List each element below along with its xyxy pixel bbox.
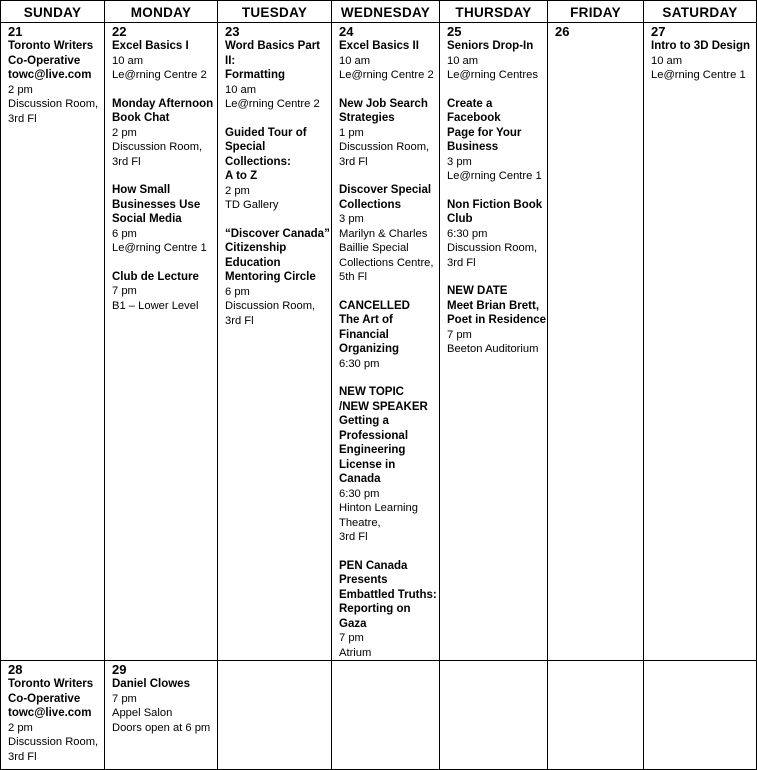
day-cell	[105, 661, 218, 770]
event-title: Monday Afternoon Book Chat	[112, 97, 214, 124]
day-cell	[440, 23, 548, 661]
header-saturday: SATURDAY	[644, 1, 757, 23]
event-detail: Discussion Room, 3rd Fl	[225, 300, 316, 327]
day-cell	[644, 661, 757, 770]
calendar-event	[447, 39, 547, 83]
calendar-event	[447, 284, 547, 357]
day-number: 23	[225, 24, 240, 39]
day-cell	[1, 23, 105, 661]
calendar-event	[339, 97, 439, 170]
header-wednesday: WEDNESDAY	[332, 1, 440, 23]
calendar-event	[447, 198, 547, 271]
event-time: 6 pm	[112, 227, 137, 240]
day-number: 28	[8, 662, 23, 677]
event-detail: Discussion Room, 3rd Fl	[339, 141, 430, 168]
calendar-event	[339, 183, 439, 285]
event-title: PEN Canada Presents Embattled Truths: Reporting on Gaza	[339, 559, 437, 630]
calendar-event	[112, 97, 217, 170]
header-sunday: SUNDAY	[1, 1, 105, 23]
event-detail: TD Gallery	[225, 199, 279, 211]
event-detail: Le@rning Centre 2	[339, 69, 434, 81]
header-tuesday: TUESDAY	[218, 1, 332, 23]
event-detail: Discussion Room, 3rd Fl	[8, 98, 99, 125]
event-time: 6 pm	[225, 285, 250, 298]
event-time: 7 pm	[112, 692, 137, 705]
event-detail: Atrium	[339, 646, 372, 659]
day-number: 25	[447, 24, 462, 39]
event-time: 3 pm	[447, 155, 472, 168]
event-time: 7 pm	[339, 632, 364, 644]
calendar-event	[112, 270, 217, 314]
event-time: 6:30 pm	[447, 227, 488, 240]
event-title: Intro to 3D Design	[651, 40, 751, 52]
event-time: 3 pm	[339, 213, 364, 225]
event-time: 6:30 pm	[339, 357, 380, 370]
day-number: 26	[555, 24, 570, 39]
event-title: Daniel Clowes	[112, 678, 190, 690]
calendar-event	[447, 97, 547, 184]
event-detail: Le@rning Centre 2	[112, 69, 207, 81]
day-number: 22	[112, 24, 127, 39]
event-detail: Appel Salon	[112, 707, 173, 719]
event-time: 7 pm	[112, 285, 137, 297]
day-number: 24	[339, 24, 354, 39]
day-cell	[548, 661, 644, 770]
event-title: Word Basics Part II: Formatting	[225, 40, 321, 81]
event-title: “Discover Canada” Citizenship Education Mentoring Circle	[225, 227, 330, 283]
day-cell	[548, 23, 644, 661]
event-time: 2 pm	[8, 83, 33, 96]
day-number: 21	[8, 24, 23, 39]
event-detail: Hinton Learning Theatre, 3rd Fl	[339, 502, 418, 543]
week-row	[1, 661, 757, 770]
event-time: 2 pm	[8, 721, 33, 734]
calendar-event	[225, 126, 331, 213]
calendar-event	[339, 385, 439, 545]
calendar-event	[112, 677, 217, 735]
day-cell	[218, 23, 332, 661]
event-title: NEW TOPIC /NEW SPEAKER Getting a Professional Engineering License in Canada	[339, 386, 428, 485]
event-detail: Le@rning Centre 2	[225, 98, 320, 110]
day-number: 27	[651, 24, 666, 39]
day-cell	[440, 661, 548, 770]
event-detail: Marilyn & Charles Baillie Special Collections Centre, 5th Fl	[339, 227, 434, 283]
event-title: Excel Basics I	[112, 40, 189, 52]
event-title: Guided Tour of Special Collections: A to Z	[225, 126, 307, 182]
calendar-event	[339, 39, 439, 83]
day-cell	[332, 661, 440, 770]
event-time: 10 am	[225, 83, 257, 96]
event-title: Discover Special Collections	[339, 184, 432, 211]
header-thursday: THURSDAY	[440, 1, 548, 23]
event-time: 7 pm	[447, 328, 472, 341]
event-time: 2 pm	[112, 126, 137, 139]
event-detail: Doors open at 6 pm	[112, 721, 211, 734]
calendar-event	[225, 39, 331, 112]
event-detail: Le@rning Centre 1	[112, 242, 207, 254]
event-title: NEW DATE Meet Brian Brett, Poet in Residence	[447, 285, 547, 326]
event-title: Seniors Drop-In	[447, 40, 534, 52]
event-title: Toronto Writers Co-Operative towc@live.com	[8, 40, 94, 81]
event-title: Excel Basics II	[339, 40, 419, 52]
day-cell	[644, 23, 757, 661]
event-time: 1 pm	[339, 126, 364, 139]
calendar-event	[112, 183, 217, 256]
event-title: Club de Lecture	[112, 270, 199, 283]
day-number: 29	[112, 662, 127, 677]
event-detail: Beeton Auditorium	[447, 343, 539, 355]
week-row	[1, 23, 757, 661]
event-time: 6:30 pm	[339, 487, 380, 500]
header-friday: FRIDAY	[548, 1, 644, 23]
calendar-event	[8, 39, 104, 126]
event-detail: Discussion Room, 3rd Fl	[112, 141, 203, 168]
day-cell	[332, 23, 440, 661]
event-title: Create a Facebook Page for Your Business	[447, 97, 522, 153]
event-detail: Le@rning Centres	[447, 69, 538, 81]
header-monday: MONDAY	[105, 1, 218, 23]
event-detail: Discussion Room, 3rd Fl	[447, 242, 538, 269]
event-time: 10 am	[112, 54, 144, 67]
day-cell	[105, 23, 218, 661]
event-title: CANCELLED The Art of Financial Organizing	[339, 299, 410, 355]
event-detail: B1 – Lower Level	[112, 299, 199, 312]
day-cell	[218, 661, 332, 770]
event-time: 2 pm	[225, 184, 250, 197]
event-detail: Le@rning Centre 1	[447, 170, 542, 182]
calendar-event	[225, 227, 331, 329]
event-detail: Discussion Room, 3rd Fl	[8, 736, 99, 763]
event-title: New Job Search Strategies	[339, 97, 428, 124]
event-title: Non Fiction Book Club	[447, 198, 543, 225]
calendar-event	[651, 39, 756, 83]
event-title: Toronto Writers Co-Operative towc@live.com	[8, 678, 94, 719]
event-time: 10 am	[447, 54, 479, 67]
calendar-event	[8, 677, 104, 764]
event-time: 10 am	[339, 54, 371, 67]
calendar-event	[339, 299, 439, 372]
event-detail: Le@rning Centre 1	[651, 69, 746, 81]
calendar-event	[339, 559, 439, 661]
event-time: 10 am	[651, 54, 683, 67]
calendar-event	[112, 39, 217, 83]
event-title: How Small Businesses Use Social Media	[112, 184, 201, 225]
day-cell	[1, 661, 105, 770]
weekday-header-row	[1, 1, 757, 23]
